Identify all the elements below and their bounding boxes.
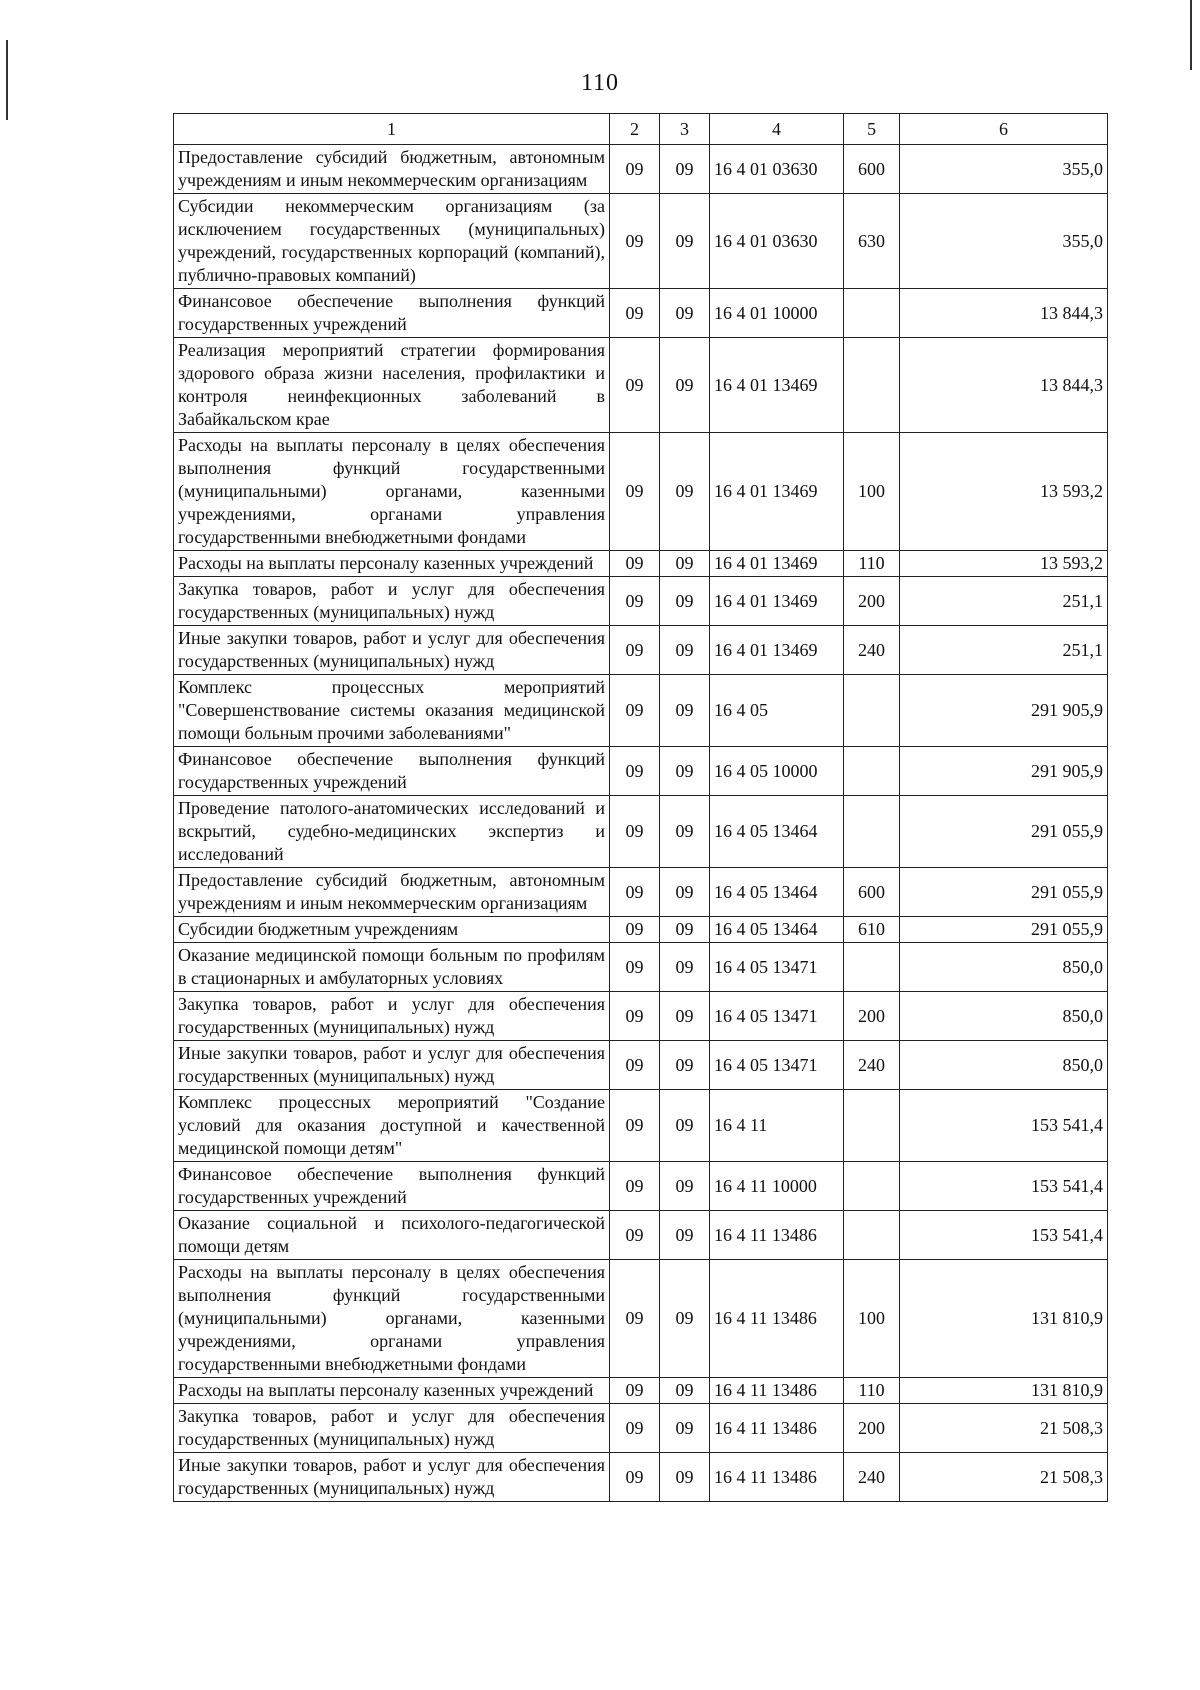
table-row xyxy=(174,1453,1108,1502)
cell-description: Проведение патолого-анатомических исследований и вскрытий, судебно-медицинских экспертиз и исследований xyxy=(174,796,610,868)
cell-description: Расходы на выплаты персоналу казенных учреждений xyxy=(174,1378,610,1404)
budget-table xyxy=(173,113,1108,1502)
cell-subsection: 09 xyxy=(660,338,710,433)
cell-subsection: 09 xyxy=(660,917,710,943)
cell-description: Предоставление субсидий бюджетным, автономным учреждениям и иным некоммерческим организациям xyxy=(174,868,610,917)
cell-target-code: 16 4 01 13469 xyxy=(710,551,844,577)
cell-amount: 291 055,9 xyxy=(900,868,1108,917)
cell-subsection: 09 xyxy=(660,796,710,868)
table-row xyxy=(174,868,1108,917)
cell-subsection: 09 xyxy=(660,1090,710,1162)
cell-section: 09 xyxy=(610,1378,660,1404)
cell-amount: 21 508,3 xyxy=(900,1453,1108,1502)
table-row xyxy=(174,747,1108,796)
cell-amount: 850,0 xyxy=(900,943,1108,992)
cell-description: Комплекс процессных мероприятий "Совершенствование системы оказания медицинской помощи больным прочими заболеваниями" xyxy=(174,675,610,747)
cell-section: 09 xyxy=(610,577,660,626)
cell-target-code: 16 4 11 13486 xyxy=(710,1211,844,1260)
cell-expense-type: 240 xyxy=(844,1041,900,1090)
table-row xyxy=(174,626,1108,675)
table-row xyxy=(174,796,1108,868)
cell-amount: 291 905,9 xyxy=(900,675,1108,747)
cell-section: 09 xyxy=(610,868,660,917)
header-col-6: 6 xyxy=(900,114,1108,145)
cell-amount: 131 810,9 xyxy=(900,1378,1108,1404)
scan-edge-mark-right xyxy=(1190,0,1192,70)
cell-amount: 291 905,9 xyxy=(900,747,1108,796)
cell-section: 09 xyxy=(610,1041,660,1090)
cell-subsection: 09 xyxy=(660,1453,710,1502)
table-row xyxy=(174,675,1108,747)
table-row xyxy=(174,1090,1108,1162)
table-row xyxy=(174,433,1108,551)
cell-amount: 13 844,3 xyxy=(900,289,1108,338)
table-row xyxy=(174,1041,1108,1090)
cell-section: 09 xyxy=(610,747,660,796)
cell-target-code: 16 4 11 13486 xyxy=(710,1453,844,1502)
cell-description: Финансовое обеспечение выполнения функций государственных учреждений xyxy=(174,1162,610,1211)
cell-amount: 153 541,4 xyxy=(900,1090,1108,1162)
cell-subsection: 09 xyxy=(660,675,710,747)
table-row xyxy=(174,194,1108,289)
cell-target-code: 16 4 11 13486 xyxy=(710,1378,844,1404)
cell-expense-type: 600 xyxy=(844,145,900,194)
cell-amount: 850,0 xyxy=(900,992,1108,1041)
header-col-4: 4 xyxy=(710,114,844,145)
cell-expense-type: 200 xyxy=(844,1404,900,1453)
cell-expense-type: 610 xyxy=(844,917,900,943)
cell-amount: 13 593,2 xyxy=(900,433,1108,551)
cell-description: Реализация мероприятий стратегии формирования здорового образа жизни населения, профилактики и контроля неинфекционных заболеваний в Забайкальском крае xyxy=(174,338,610,433)
table-row xyxy=(174,1162,1108,1211)
table-row xyxy=(174,943,1108,992)
cell-target-code: 16 4 01 03630 xyxy=(710,145,844,194)
cell-target-code: 16 4 05 10000 xyxy=(710,747,844,796)
cell-amount: 13 593,2 xyxy=(900,551,1108,577)
cell-description: Закупка товаров, работ и услуг для обеспечения государственных (муниципальных) нужд xyxy=(174,1404,610,1453)
cell-amount: 291 055,9 xyxy=(900,796,1108,868)
cell-amount: 131 810,9 xyxy=(900,1260,1108,1378)
cell-amount: 153 541,4 xyxy=(900,1162,1108,1211)
cell-expense-type xyxy=(844,796,900,868)
table-header xyxy=(174,114,1108,145)
cell-target-code: 16 4 01 13469 xyxy=(710,577,844,626)
cell-expense-type xyxy=(844,1090,900,1162)
header-col-1: 1 xyxy=(174,114,610,145)
cell-subsection: 09 xyxy=(660,194,710,289)
cell-target-code: 16 4 05 13464 xyxy=(710,796,844,868)
cell-subsection: 09 xyxy=(660,747,710,796)
cell-subsection: 09 xyxy=(660,868,710,917)
cell-description: Расходы на выплаты персоналу казенных учреждений xyxy=(174,551,610,577)
cell-amount: 13 844,3 xyxy=(900,338,1108,433)
cell-subsection: 09 xyxy=(660,626,710,675)
cell-expense-type xyxy=(844,747,900,796)
cell-description: Субсидии бюджетным учреждениям xyxy=(174,917,610,943)
cell-amount: 355,0 xyxy=(900,194,1108,289)
cell-target-code: 16 4 01 13469 xyxy=(710,433,844,551)
cell-target-code: 16 4 05 13471 xyxy=(710,1041,844,1090)
cell-description: Предоставление субсидий бюджетным, автономным учреждениям и иным некоммерческим организациям xyxy=(174,145,610,194)
table-row xyxy=(174,917,1108,943)
cell-description: Расходы на выплаты персоналу в целях обеспечения выполнения функций государственными (муниципальными) органами, казенными учреждениями, органами управления государственными внебюджетными фондами xyxy=(174,433,610,551)
cell-target-code: 16 4 05 13471 xyxy=(710,943,844,992)
cell-subsection: 09 xyxy=(660,551,710,577)
cell-section: 09 xyxy=(610,1453,660,1502)
cell-amount: 355,0 xyxy=(900,145,1108,194)
cell-section: 09 xyxy=(610,1162,660,1211)
header-col-2: 2 xyxy=(610,114,660,145)
cell-section: 09 xyxy=(610,1404,660,1453)
cell-amount: 21 508,3 xyxy=(900,1404,1108,1453)
cell-subsection: 09 xyxy=(660,1378,710,1404)
cell-description: Финансовое обеспечение выполнения функций государственных учреждений xyxy=(174,747,610,796)
cell-description: Закупка товаров, работ и услуг для обеспечения государственных (муниципальных) нужд xyxy=(174,577,610,626)
cell-description: Оказание медицинской помощи больным по профилям в стационарных и амбулаторных условиях xyxy=(174,943,610,992)
cell-description: Иные закупки товаров, работ и услуг для обеспечения государственных (муниципальных) нужд xyxy=(174,1453,610,1502)
cell-subsection: 09 xyxy=(660,1162,710,1211)
cell-target-code: 16 4 11 13486 xyxy=(710,1404,844,1453)
cell-section: 09 xyxy=(610,917,660,943)
cell-expense-type: 630 xyxy=(844,194,900,289)
cell-section: 09 xyxy=(610,551,660,577)
cell-description: Иные закупки товаров, работ и услуг для обеспечения государственных (муниципальных) нужд xyxy=(174,626,610,675)
cell-target-code: 16 4 01 13469 xyxy=(710,626,844,675)
cell-amount: 251,1 xyxy=(900,626,1108,675)
table-row xyxy=(174,551,1108,577)
cell-description: Субсидии некоммерческим организациям (за исключением государственных (муниципальных) учреждений, государственных корпораций (компаний), публично-правовых компаний) xyxy=(174,194,610,289)
cell-section: 09 xyxy=(610,796,660,868)
cell-amount: 153 541,4 xyxy=(900,1211,1108,1260)
cell-subsection: 09 xyxy=(660,433,710,551)
cell-target-code: 16 4 05 13464 xyxy=(710,868,844,917)
cell-section: 09 xyxy=(610,626,660,675)
cell-section: 09 xyxy=(610,289,660,338)
cell-expense-type: 200 xyxy=(844,577,900,626)
cell-expense-type: 100 xyxy=(844,433,900,551)
cell-description: Иные закупки товаров, работ и услуг для обеспечения государственных (муниципальных) нужд xyxy=(174,1041,610,1090)
cell-description: Закупка товаров, работ и услуг для обеспечения государственных (муниципальных) нужд xyxy=(174,992,610,1041)
cell-section: 09 xyxy=(610,675,660,747)
table-row xyxy=(174,577,1108,626)
cell-subsection: 09 xyxy=(660,1404,710,1453)
cell-target-code: 16 4 05 13471 xyxy=(710,992,844,1041)
cell-description: Комплекс процессных мероприятий "Создание условий для оказания доступной и качественной медицинской помощи детям" xyxy=(174,1090,610,1162)
cell-expense-type: 200 xyxy=(844,992,900,1041)
cell-expense-type: 600 xyxy=(844,868,900,917)
cell-description: Расходы на выплаты персоналу в целях обеспечения выполнения функций государственными (муниципальными) органами, казенными учреждениями, органами управления государственными внебюджетными фондами xyxy=(174,1260,610,1378)
cell-section: 09 xyxy=(610,433,660,551)
cell-section: 09 xyxy=(610,943,660,992)
header-row xyxy=(174,114,1108,145)
cell-subsection: 09 xyxy=(660,992,710,1041)
cell-target-code: 16 4 01 13469 xyxy=(710,338,844,433)
table-row xyxy=(174,145,1108,194)
table-row xyxy=(174,1404,1108,1453)
header-col-5: 5 xyxy=(844,114,900,145)
cell-section: 09 xyxy=(610,145,660,194)
cell-expense-type: 110 xyxy=(844,551,900,577)
cell-target-code: 16 4 01 10000 xyxy=(710,289,844,338)
table-row xyxy=(174,992,1108,1041)
cell-description: Оказание социальной и психолого-педагогической помощи детям xyxy=(174,1211,610,1260)
cell-section: 09 xyxy=(610,992,660,1041)
cell-subsection: 09 xyxy=(660,943,710,992)
table-body xyxy=(174,145,1108,1502)
cell-target-code: 16 4 05 13464 xyxy=(710,917,844,943)
cell-target-code: 16 4 05 xyxy=(710,675,844,747)
table-row xyxy=(174,289,1108,338)
header-col-3: 3 xyxy=(660,114,710,145)
cell-expense-type: 240 xyxy=(844,626,900,675)
cell-expense-type xyxy=(844,1211,900,1260)
cell-section: 09 xyxy=(610,1211,660,1260)
cell-subsection: 09 xyxy=(660,577,710,626)
cell-section: 09 xyxy=(610,1090,660,1162)
cell-subsection: 09 xyxy=(660,289,710,338)
cell-expense-type xyxy=(844,1162,900,1211)
cell-amount: 291 055,9 xyxy=(900,917,1108,943)
cell-target-code: 16 4 01 03630 xyxy=(710,194,844,289)
cell-section: 09 xyxy=(610,194,660,289)
cell-subsection: 09 xyxy=(660,1211,710,1260)
cell-amount: 850,0 xyxy=(900,1041,1108,1090)
cell-expense-type: 110 xyxy=(844,1378,900,1404)
table-row xyxy=(174,338,1108,433)
cell-target-code: 16 4 11 10000 xyxy=(710,1162,844,1211)
table-row xyxy=(174,1260,1108,1378)
cell-expense-type xyxy=(844,338,900,433)
cell-section: 09 xyxy=(610,338,660,433)
cell-description: Финансовое обеспечение выполнения функций государственных учреждений xyxy=(174,289,610,338)
cell-expense-type xyxy=(844,943,900,992)
cell-target-code: 16 4 11 13486 xyxy=(710,1260,844,1378)
cell-subsection: 09 xyxy=(660,1041,710,1090)
cell-expense-type: 240 xyxy=(844,1453,900,1502)
cell-amount: 251,1 xyxy=(900,577,1108,626)
cell-expense-type xyxy=(844,675,900,747)
cell-expense-type xyxy=(844,289,900,338)
cell-target-code: 16 4 11 xyxy=(710,1090,844,1162)
table-row xyxy=(174,1378,1108,1404)
cell-expense-type: 100 xyxy=(844,1260,900,1378)
page-number: 110 xyxy=(580,70,620,96)
table-row xyxy=(174,1211,1108,1260)
cell-section: 09 xyxy=(610,1260,660,1378)
cell-subsection: 09 xyxy=(660,1260,710,1378)
cell-subsection: 09 xyxy=(660,145,710,194)
